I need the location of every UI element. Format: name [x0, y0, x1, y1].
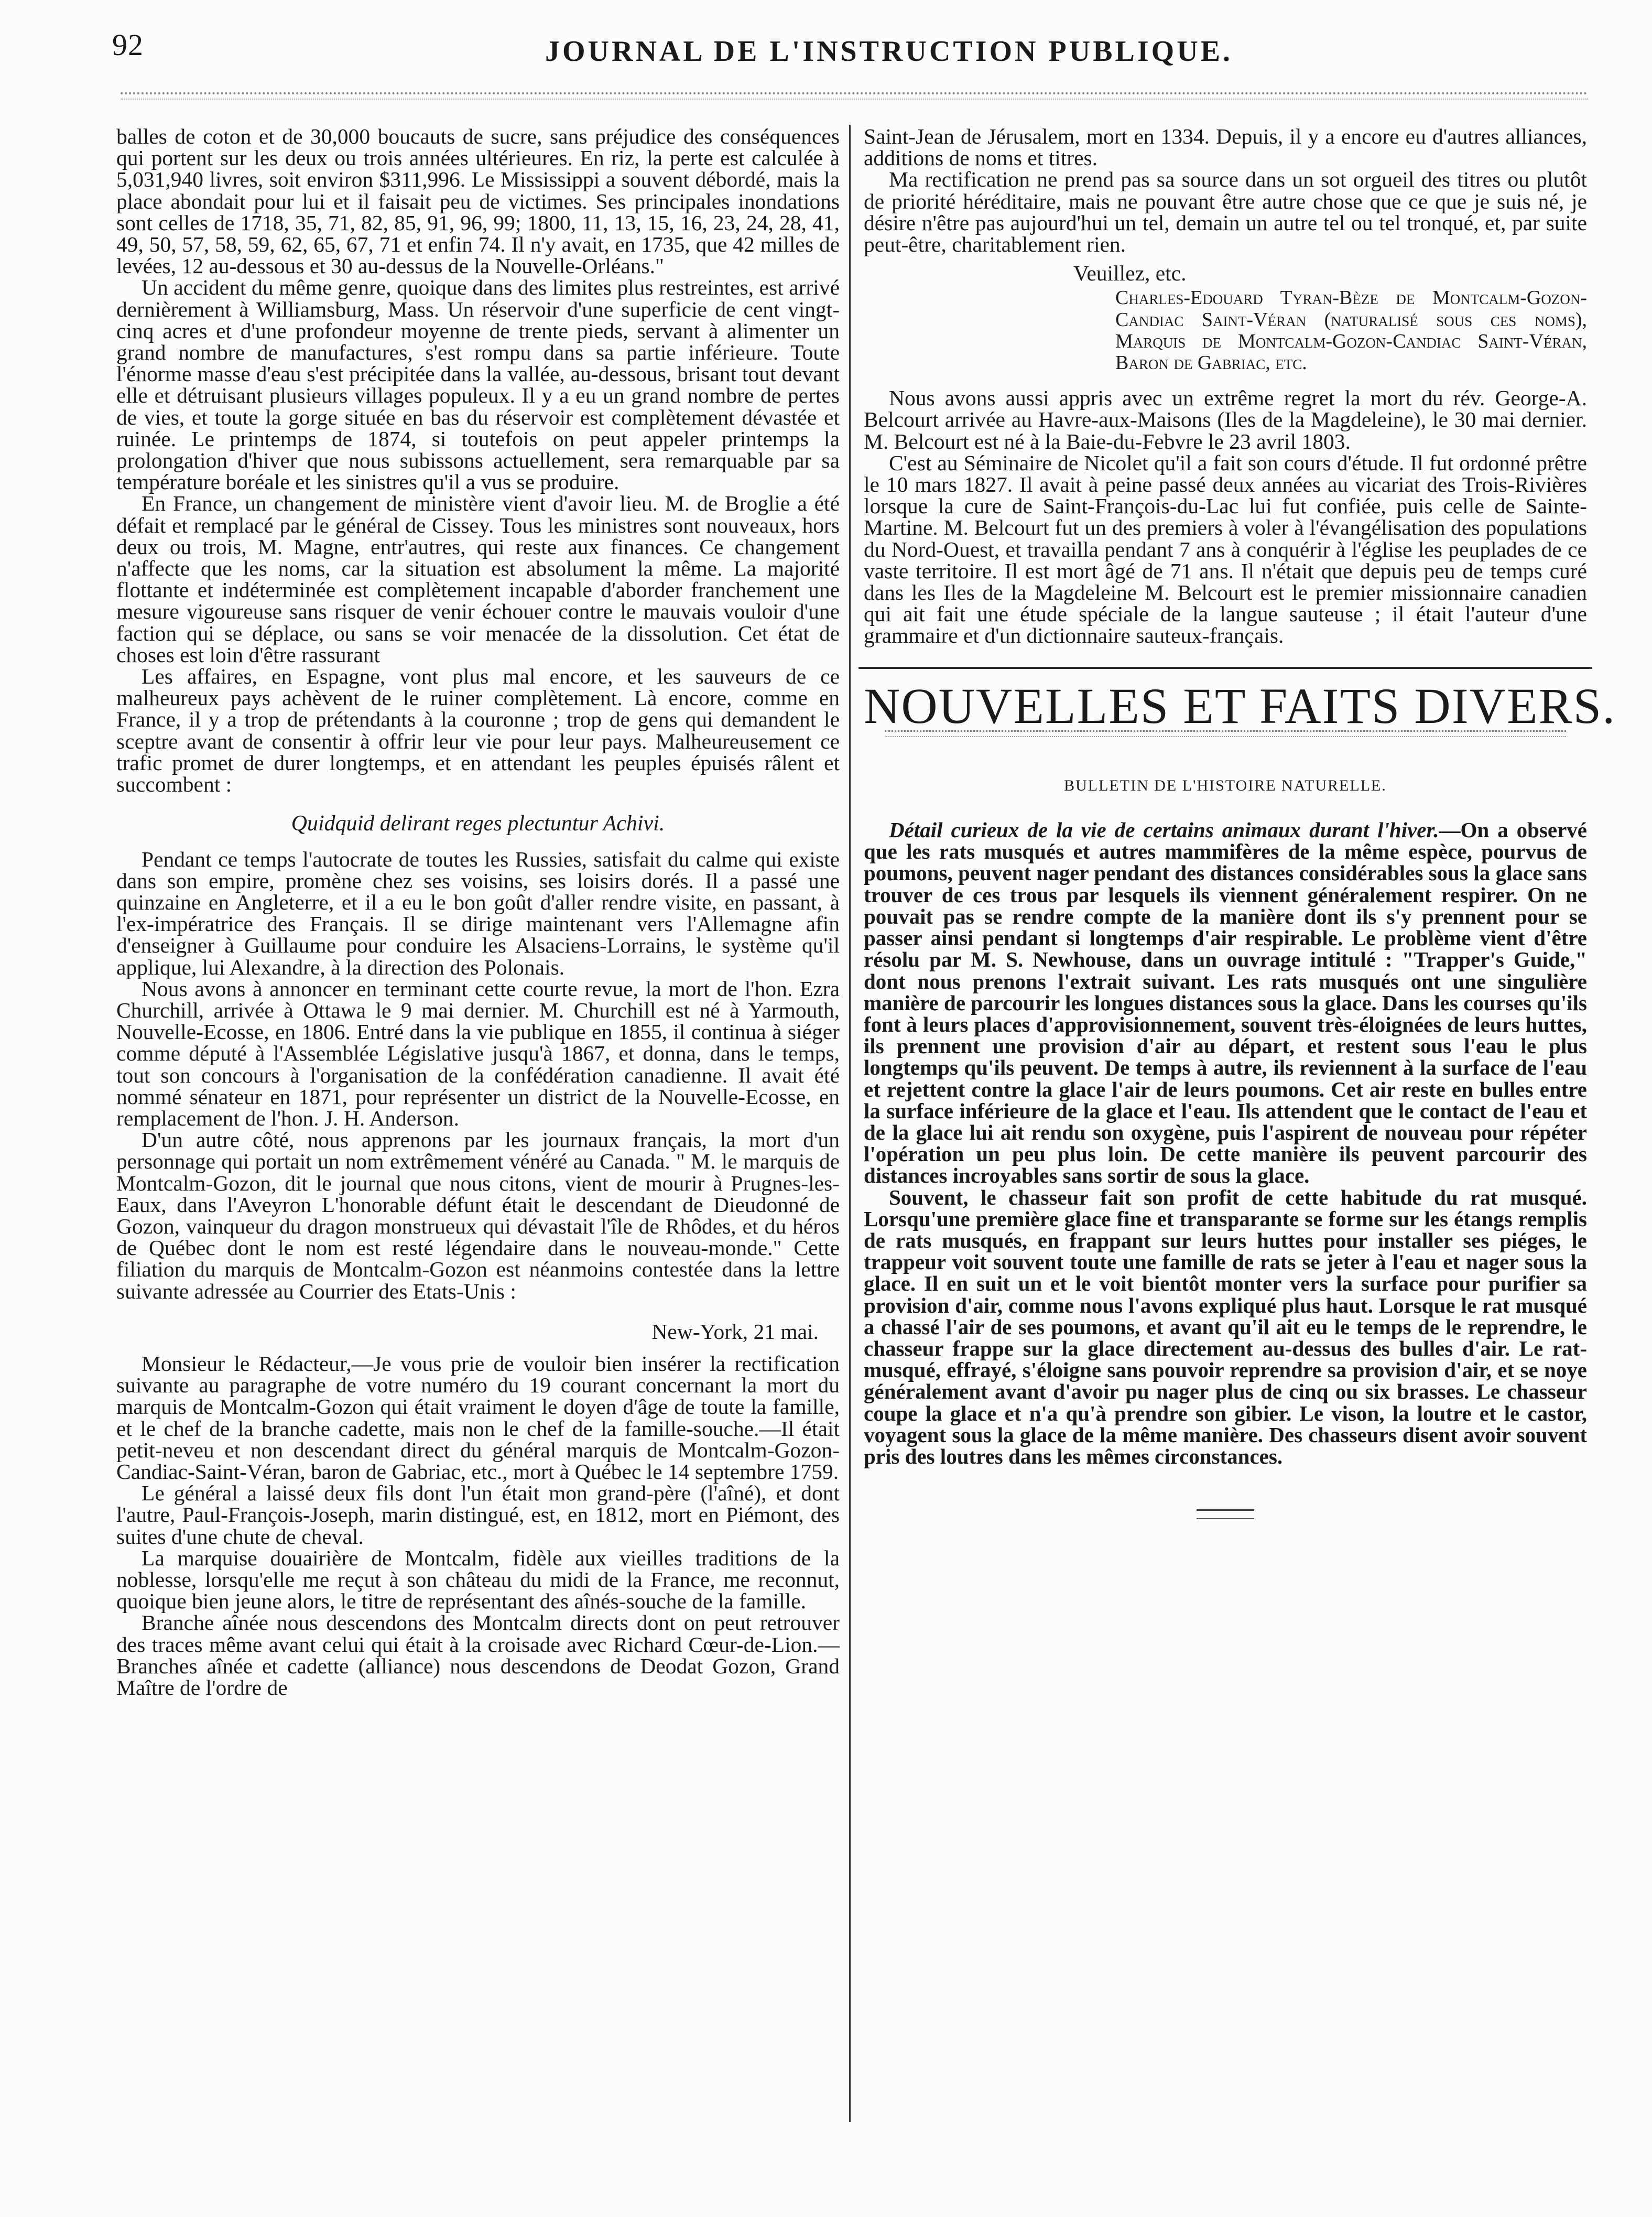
header-rule-secondary [121, 99, 1588, 100]
paragraph: C'est au Séminaire de Nicolet qu'il a fait son cours d'étude. Il fut ordonné prêtre le 10 mars 1827. Il avait à peine passé deux années au vicariat des Trois-Rivières lorsque la cure de Saint-François-du-Lac lui fut confiée, puis celle de Sainte-Martine. M. Belcourt fut un des premiers à voler à l'évangélisation des populations du Nord-Ouest, et travailla pendant 7 ans à conquérir à l'église les peuplades de ce vaste territoire. Il est mort âgé de 71 ans. Il n'était que depuis peu de temps curé dans les Iles de la Magdeleine M. Belcourt est le premier missionnaire canadien qui ait fait une étude spéciale de la langue sauteuse ; il était l'auteur d'une grammaire et d'un dictionnaire sauteux-français. [864, 450, 1587, 648]
section-divider [858, 667, 1592, 669]
column-divider [849, 125, 851, 2122]
paragraph: Les affaires, en Espagne, vont plus mal encore, et les sauveurs de ce malheureux pays achèvent de le ruiner complètement. Là encore, comme en France, il y a trop de prétendants à la couronne ; trop de gens qui demandent le sceptre avant de consentir à offrir leur vie pour leur pays. Malheureusement ce trafic promet de durer longtemps, et en attendant les peuples épuisés râlent et succombent : [116, 664, 840, 797]
letter-paragraph: Saint-Jean de Jérusalem, mort en 1334. Depuis, il y a encore eu d'autres alliances, additions de noms et titres. [864, 124, 1587, 170]
running-title: JOURNAL DE L'INSTRUCTION PUBLIQUE. [545, 35, 1233, 68]
left-column [116, 126, 840, 1699]
paragraph: En France, un changement de ministère vient d'avoir lieu. M. de Broglie a été défait et remplacé par le général de Cissey. Tous les ministres sont nouveaux, hors deux ou trois, M. Magne, entr'autres, qui reste aux finances. Ce changement n'affecte que les noms, car la situation est absolument la même. La majorité flottante et indéterminée est complètement incapable d'aborder franchement une mesure vigoureuse sans risquer de venir échouer contre le mauvais vouloir d'une faction qui se déplace, ou sans se voir menacée de la dissolution. Cet état de choses est loin d'être rassurant [116, 491, 840, 667]
letter-paragraph: Monsieur le Rédacteur,—Je vous prie de vouloir bien insérer la rectification suivante au paragraphe de votre numéro du 19 courant concernant la mort du marquis de Montcalm-Gozon qui était vraiment le doyen d'âge de toute la famille, et le chef de la branche cadette, mais non le chef de la famille-souche.—Il était petit-neveu et non descendant direct du général marquis de Montcalm-Gozon-Candiac-Saint-Véran, baron de Gabriac, etc., mort à Québec le 14 septembre 1759. [116, 1351, 840, 1484]
news-paragraph: Souvent, le chasseur fait son profit de cette habitude du rat musqué. Lorsqu'une première glace fine et transparante se forme sur les étangs remplis de rats musqués, en frappant sur leurs huttes pour installer ses piéges, le trappeur voit souvent toute une famille de rats se jeter à l'eau et nager sous la glace. Il en suit un et le voit bientôt monter vers la surface pour purifier sa provision d'air, comme nous l'avons expliqué plus haut. Lorsque le rat musqué a chassé l'air de ses poumons, et avant qu'il ait eu le temps de le reprendre, le chasseur frappe sur la glace directement au-dessus des bulles d'air. Le rat-musqué, effrayé, s'éloigne sans pouvoir reprendre sa provision d'air, et se noye généralement avant d'avoir pu nager plus de cinq ou six brasses. Le chasseur coupe la glace et n'a qu'à prendre son gibier. Le vison, la loutre et le castor, voyagent sous la glace de la même manière. Des chasseurs disent avoir souvent pris des loutres dans les mêmes circonstances. [864, 1185, 1587, 1468]
page-number: 92 [112, 28, 144, 62]
letter-signature: Charles-Edouard Tyran-Bèze de Montcalm-Gozon-Candiac Saint-Véran (naturalisé sous ces noms), Marquis de Montcalm-Gozon-Candiac Saint-Véran, Baron de Gabriac, etc. [1115, 287, 1587, 374]
paragraph: balles de coton et de 30,000 boucauts de sucre, sans préjudice des conséquences qui portent sur les deux ou trois années ultérieures. En riz, la perte est calculée à 5,031,940 livres, soit environ $311,996. Le Mississippi a souvent débordé, mais la place abondait pour lui et il faisait peu de victimes. Ses principales inondations sont celles de 1718, 35, 71, 82, 85, 91, 96, 99; 1800, 11, 13, 15, 16, 23, 24, 28, 41, 49, 50, 57, 58, 59, 62, 65, 67, 71 et enfin 74. Il n'y avait, en 1735, que 42 milles de levées, 12 au-dessous et 30 au-dessus de la Nouvelle-Orléans." [116, 124, 840, 278]
right-column [864, 124, 1616, 1519]
letter-paragraph: Le général a laissé deux fils dont l'un était mon grand-père (l'aîné), et dont l'autre, Paul-François-Joseph, marin distingué, est, en 1812, mort en Piémont, des suites d'une chute de cheval. [116, 1481, 840, 1549]
news-lead: Détail curieux de la vie de certains animaux durant l'hiver. [889, 818, 1439, 842]
page-header [0, 0, 1652, 100]
paragraph: D'un autre côté, nous apprenons par les journaux français, la mort d'un personnage qui portait un nom extrêmement vénéré au Canada. " M. le marquis de Montcalm-Gozon, dit le journal que nous citons, vient de mourir à Prugnes-les-Eaux, dans l'Aveyron L'honorable défunt était le descendant de Dieudonné de Gozon, vainqueur du dragon monstrueux qui dévastait l'île de Rhôdes, et du héros de Québec dont le nom est resté légendaire dans le nouveau-monde." Cette filiation du marquis de Montcalm-Gozon est néanmoins contestée dans la lettre suivante adressée au Courrier des Etats-Unis : [116, 1128, 840, 1303]
letter-dateline: New-York, 21 mai. [651, 1319, 819, 1344]
letter-closing: Veuillez, etc. [1073, 261, 1187, 286]
letter-paragraph: Ma rectification ne prend pas sa source dans un sot orgueil des titres ou plutôt de priorité héréditaire, mais ne pouvant être autre chose que ce que je suis né, je désire n'être pas aujourd'hui un tel, demain un autre tel ou tel tronqué, et, par suite peut-être, charitablement rien. [864, 167, 1587, 257]
news-body: —On a observé que les rats musqués et autres mammifères de la même espèce, pourvus de poumons, peuvent nager pendant des distances considérables sous la glace sans trouver de ces trous par lesquels ils viennent généralement respirer. On ne pouvait pas se rendre compte de la manière dont ils s'y prennent pour se passer ainsi pendant si longtemps d'air respirable. Le problème vient d'être résolu par M. S. Newhouse, dans un ouvrage intitulé : "Trapper's Guide," dont nous prenons l'extrait suivant. Les rats musqués ont une singulière manière de parcourir les longues distances sous la glace. Dans les courses qu'ils font à leurs places d'approvisionnement, souvent très-éloignées de leurs huttes, ils prennent une provision d'air au départ, et restent sous l'eau le plus longtemps qu'ils peuvent. De temps à autre, ils reviennent à la surface de l'eau et rejettent contre la glace l'air de leurs poumons. Cet air reste en bulles entre la surface inférieure de la glace et l'eau. Ils attendent que le contact de l'eau et de la glace lui ait rendu son oxygène, puis l'aspirent de nouveau pour répéter l'opération un peu plus loin. De cette manière ils peuvent parcourir des distances incroyables sans sortir de sous la glace. [864, 818, 1587, 1188]
section-title: NOUVELLES ET FAITS DIVERS. [864, 677, 1616, 734]
paragraph: Pendant ce temps l'autocrate de toutes les Russies, satisfait du calme qui existe dans son empire, promène chez ses voisins, ses loisirs dorés. Il a passé une quinzaine en Angleterre, et il a eu le bon goût d'aller rendre visite, en passant, à l'ex-impératrice des Français. Il se dirige maintenant vers l'Allemagne afin d'enseigner à Guillaume pour conduire les Alsaciens-Lorrains, le système qu'il applique, lui Alexandre, à la direction des Polonais. [116, 847, 840, 979]
latin-quotation: Quidquid delirant reges plectuntur Achivi. [291, 812, 665, 836]
paragraph: Nous avons aussi appris avec un extrême regret la mort du rév. George-A. Belcourt arrivée au Havre-aux-Maisons (Iles de la Magdeleine), le 30 mai dernier. M. Belcourt est né à la Baie-du-Febvre le 23 avril 1803. [864, 386, 1587, 453]
news-paragraph [864, 819, 1587, 1186]
end-rule [1197, 1509, 1254, 1511]
letter-paragraph: La marquise douairière de Montcalm, fidèle aux vieilles traditions de la noblesse, lorsqu'elle me reçut à son château du midi de la France, me reconnut, quoique bien jeune alors, le titre de représentant des aînés-souche de la famille. [116, 1545, 840, 1614]
paragraph: Nous avons à annoncer en terminant cette courte revue, la mort de l'hon. Ezra Churchill, arrivée à Ottawa le 9 mai dernier. M. Churchill est né à Yarmouth, Nouvelle-Ecosse, en 1806. Entré dans la vie publique en 1855, il continua à siéger comme député à l'Assemblée Législative jusqu'à 1867, et donna, dans le temps, tout son concours à l'organisation de la confédération canadienne. Il avait été nommé sénateur en 1871, pour représenter un district de la Nouvelle-Ecosse, en remplacement de l'hon. J. H. Anderson. [116, 976, 840, 1130]
section-title-rule-secondary [885, 736, 1566, 737]
bulletin-heading: BULLETIN DE L'HISTOIRE NATURELLE. [1064, 776, 1387, 794]
letter-paragraph: Branche aînée nous descendons des Montcalm directs dont on peut retrouver des traces même avant celui qui était à la croisade avec Richard Cœur-de-Lion.—Branches aînée et cadette (alliance) nous descendons de Deodat Gozon, Grand Maître de l'ordre de [116, 1610, 840, 1700]
paragraph: Un accident du même genre, quoique dans des limites plus restreintes, est arrivé dernièrement à Williamsburg, Mass. Un réservoir d'une superficie de cent vingt-cinq acres et d'une profondeur moyenne de trente pieds, servant à alimenter un grand nombre de manufactures, s'est rompu dans sa partie inférieure. Toute l'énorme masse d'eau s'est précipitée dans la vallée, au-dessous, brisant tout devant elle et détruisant plusieurs villages populeux. Il y a eu un grand nombre de pertes de vies, et toute la gorge située en bas du réservoir est complètement dévastée et ruinée. Le printemps de 1874, si toutefois on peut appeler printemps la prolongation d'hiver que nous subissons actuellement, sera remarquable par sa température boréale et les sinistres qu'il a vus se produire. [116, 275, 840, 494]
news-article [864, 819, 1587, 1467]
header-rule [121, 92, 1588, 94]
end-rule-secondary [1197, 1518, 1254, 1519]
